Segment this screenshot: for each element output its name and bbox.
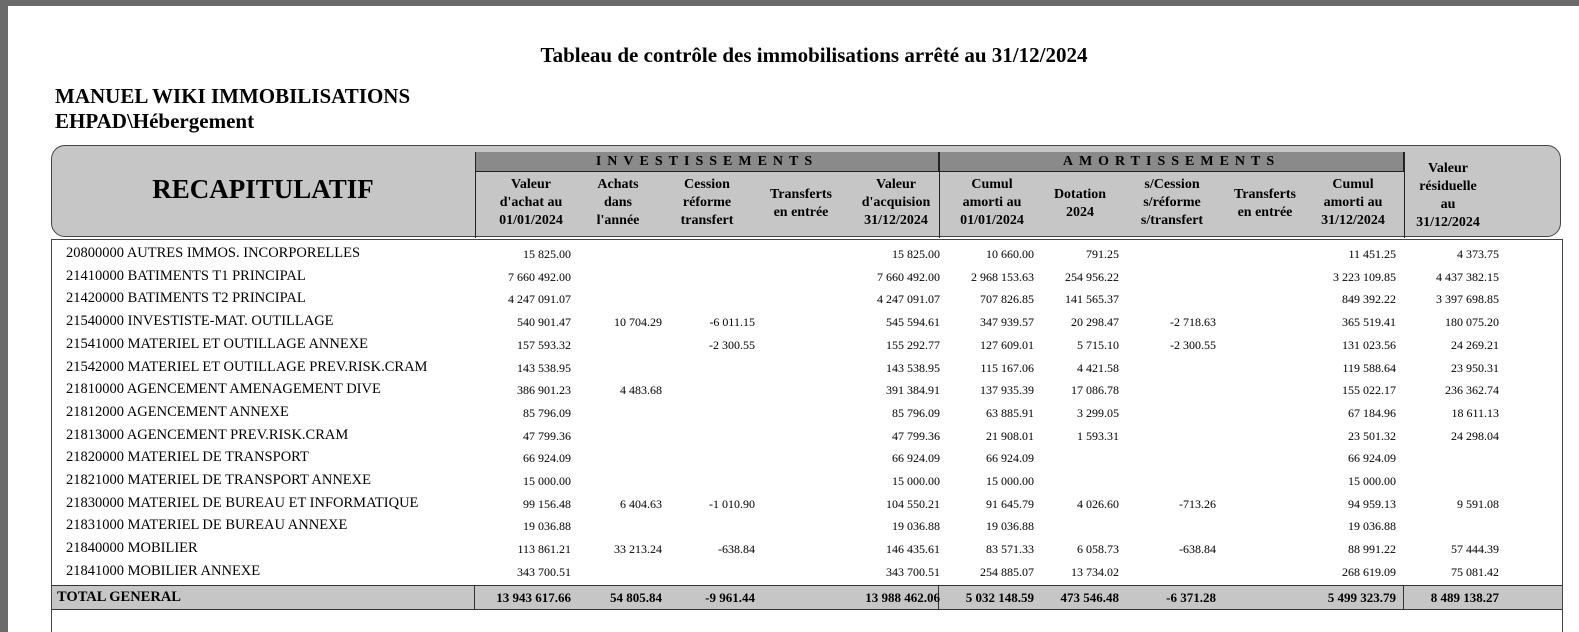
cell-value: 23 501.32 (1348, 428, 1396, 443)
cell-value: 4 373.75 (1457, 247, 1499, 261)
cell-value: 5 715.10 (1077, 337, 1119, 352)
table-row (52, 378, 1562, 400)
cell-value: 2 968 153.63 (971, 269, 1034, 284)
cell-value: 3 299.05 (1077, 405, 1119, 420)
cell-value: 131 023.56 (1342, 337, 1396, 352)
account-label: 21831000 MATERIEL DE BUREAU ANNEXE (66, 517, 348, 534)
group-investissements: INVESTISSEMENTS (475, 152, 939, 172)
cell-value: 104 550.21 (886, 496, 940, 511)
cell-value: 343 700.51 (886, 564, 940, 579)
account-label: 21410000 BATIMENTS T1 PRINCIPAL (66, 267, 306, 284)
total-value: 8 489 138.27 (1430, 590, 1499, 605)
cell-value: -2 300.55 (1170, 337, 1216, 352)
establishment-name: EHPAD\Hébergement (55, 109, 255, 133)
table-row (52, 537, 1562, 559)
cell-value: 143 538.95 (886, 360, 940, 375)
cell-value: 21 908.01 (986, 428, 1034, 443)
table-header (51, 145, 1561, 237)
account-label: 21840000 MOBILIER (66, 540, 198, 557)
cell-value: 1 593.31 (1077, 428, 1119, 443)
column-header-line: 31/12/2024 (864, 213, 928, 228)
column-header-line: 31/12/2024 (1321, 213, 1385, 228)
cell-value: 143 538.95 (517, 360, 571, 375)
column-header-line: Achats (597, 177, 639, 192)
cell-value: 6 404.63 (620, 496, 662, 511)
cell-value: 127 609.01 (980, 337, 1034, 352)
cell-value: 4 247 091.07 (877, 292, 940, 307)
column-header-line: Valeur (876, 177, 916, 192)
account-label: 21820000 MATERIEL DE TRANSPORT (66, 449, 309, 466)
table-row (52, 242, 1562, 264)
cell-value: 57 444.39 (1451, 542, 1499, 557)
report-title: Tableau de contrôle des immobilisations arrêté au 31/12/2024 (540, 43, 1088, 67)
cell-value: -638.84 (718, 542, 755, 557)
cell-value: 17 086.78 (1071, 383, 1119, 398)
cell-value: 3 397 698.85 (1436, 292, 1499, 307)
total-value: 5 499 323.79 (1327, 590, 1396, 605)
cell-value: -6 011.15 (709, 315, 755, 330)
account-label: 21542000 MATERIEL ET OUTILLAGE PREV.RISK.CRAM (66, 358, 428, 375)
cell-value: -638.84 (1179, 542, 1216, 557)
column-header-line: résiduelle (1419, 179, 1477, 194)
account-label: 20800000 AUTRES IMMOS. INCORPORELLES (66, 245, 361, 261)
column-header-line: Cumul (971, 177, 1013, 192)
cell-value: 7 660 492.00 (877, 269, 940, 284)
table-row (52, 287, 1562, 309)
column-header-line: réforme (682, 195, 732, 210)
account-label: 21830000 MATERIEL DE BUREAU ET INFORMATIQUE (66, 494, 419, 511)
cell-value: 11 451.25 (1348, 247, 1396, 261)
account-label: 21841000 MOBILIER ANNEXE (66, 562, 261, 579)
table-row (52, 560, 1562, 582)
cell-value: 343 700.51 (517, 564, 571, 579)
table-body (51, 239, 1563, 632)
cell-value: 83 571.33 (986, 542, 1034, 557)
total-label: TOTAL GENERAL (57, 589, 181, 605)
account-label: 21821000 MATERIEL DE TRANSPORT ANNEXE (66, 472, 371, 488)
total-value: 473 546.48 (1060, 590, 1119, 605)
table-row (52, 310, 1562, 332)
cell-value: 386 901.23 (517, 383, 571, 398)
cell-value: 4 421.58 (1077, 360, 1119, 375)
cell-value: 119 588.64 (1342, 360, 1396, 375)
cell-value: 19 036.88 (523, 519, 571, 534)
cell-value: 9 591.08 (1457, 496, 1499, 511)
cell-value: 115 167.06 (980, 360, 1034, 375)
column-header-line: Cession (684, 177, 730, 192)
cell-value: 347 939.57 (980, 315, 1034, 330)
cell-value: -713.26 (1179, 496, 1216, 511)
column-header-line: d'achat au (499, 195, 563, 210)
column-header-line: s/transfert (1140, 213, 1204, 228)
cell-value: 254 885.07 (980, 564, 1034, 579)
column-header-line: 31/12/2024 (1416, 215, 1480, 230)
account-label: 21810000 AGENCEMENT AMENAGEMENT DIVE (66, 381, 381, 398)
cell-value: -1 010.90 (709, 496, 755, 511)
total-value: -9 961.44 (705, 590, 755, 605)
cell-value: -2 718.63 (1170, 315, 1216, 330)
cell-value: 19 036.88 (892, 519, 940, 534)
cell-value: 545 594.61 (886, 315, 940, 330)
cell-value: 94 959.13 (1348, 496, 1396, 511)
cell-value: 10 704.29 (614, 315, 662, 330)
cell-value: 66 924.09 (892, 451, 940, 466)
cell-value: 20 298.47 (1071, 315, 1119, 330)
cell-value: 88 991.22 (1348, 542, 1396, 557)
cell-value: -2 300.55 (709, 337, 755, 352)
total-value: 13 988 462.06 (865, 590, 940, 605)
column-header (1388, 160, 1508, 232)
cell-value: 3 223 109.85 (1333, 269, 1396, 284)
table-row (52, 446, 1562, 468)
column-header-line: amorti au (1323, 195, 1383, 210)
cell-value: 67 184.96 (1348, 405, 1396, 420)
table-row (52, 469, 1562, 491)
column-header-line: s/réforme (1143, 195, 1201, 210)
total-value: -6 371.28 (1166, 590, 1216, 605)
column-header-line: en entrée (1237, 205, 1293, 220)
cell-value: 268 619.09 (1342, 564, 1396, 579)
cell-value: 391 384.91 (886, 383, 940, 398)
column-header-line: 01/01/2024 (499, 213, 563, 228)
cell-value: 141 565.37 (1065, 292, 1119, 307)
cell-value: 24 298.04 (1451, 428, 1499, 443)
cell-value: 707 826.85 (980, 292, 1034, 307)
column-header-line: en entrée (773, 205, 829, 220)
cell-value: 33 213.24 (614, 542, 662, 557)
cell-value: 91 645.79 (986, 496, 1034, 511)
cell-value: 4 247 091.07 (508, 292, 571, 307)
cell-value: 180 075.20 (1445, 315, 1499, 330)
cell-value: 15 000.00 (1348, 474, 1396, 488)
cell-value: 13 734.02 (1071, 564, 1119, 579)
cell-value: 19 036.88 (986, 519, 1034, 534)
cell-value: 15 000.00 (892, 474, 940, 488)
cell-value: 75 081.42 (1451, 564, 1499, 579)
column-header-line: Transferts (770, 187, 832, 202)
cell-value: 85 796.09 (523, 405, 571, 420)
cell-value: 15 825.00 (892, 247, 940, 261)
table-row (52, 492, 1562, 514)
table-row (52, 265, 1562, 287)
account-label: 21812000 AGENCEMENT ANNEXE (66, 403, 289, 420)
cell-value: 236 362.74 (1445, 383, 1499, 398)
column-header-line: 2024 (1066, 205, 1094, 220)
column-header-line: Transferts (1234, 187, 1296, 202)
account-label: 21813000 AGENCEMENT PREV.RISK.CRAM (66, 426, 349, 443)
cell-value: 85 796.09 (892, 405, 940, 420)
column-header-line: Valeur (1428, 161, 1468, 176)
cell-value: 47 799.36 (523, 428, 571, 443)
cell-value: 24 269.21 (1451, 337, 1499, 352)
cell-value: 155 292.77 (886, 337, 940, 352)
column-header-line: dans (603, 195, 633, 210)
cell-value: 540 901.47 (517, 315, 571, 330)
column-header-line: Valeur (511, 177, 551, 192)
table-row (52, 356, 1562, 378)
cell-value: 4 026.60 (1077, 496, 1119, 511)
cell-value: 4 483.68 (620, 383, 662, 398)
report-page (8, 6, 1579, 632)
cell-value: 66 924.09 (523, 451, 571, 466)
table-row (52, 424, 1562, 446)
table-row (52, 333, 1562, 355)
total-row (52, 585, 1562, 610)
account-label: 21541000 MATERIEL ET OUTILLAGE ANNEXE (66, 335, 369, 352)
organization-name: MANUEL WIKI IMMOBILISATIONS (55, 84, 411, 108)
account-label: 21540000 INVESTISTE-MAT. OUTILLAGE (66, 313, 334, 330)
column-header-line: au (1440, 197, 1456, 212)
organization-block (55, 84, 410, 134)
cell-value: 365 519.41 (1342, 315, 1396, 330)
cell-value: 6 058.73 (1077, 542, 1119, 557)
cell-value: 15 000.00 (986, 474, 1034, 488)
account-label: 21420000 BATIMENTS T2 PRINCIPAL (66, 290, 306, 307)
total-value: 13 943 617.66 (496, 590, 571, 605)
column-header-line: transfert (680, 213, 734, 228)
column-header-line: s/Cession (1144, 177, 1200, 192)
cell-value: 66 924.09 (1348, 451, 1396, 466)
cell-value: 15 000.00 (523, 474, 571, 488)
cell-value: 63 885.91 (986, 405, 1034, 420)
cell-value: 47 799.36 (892, 428, 940, 443)
cell-value: 849 392.22 (1342, 292, 1396, 307)
cell-value: 18 611.13 (1451, 405, 1499, 420)
total-value: 54 805.84 (610, 590, 662, 605)
cell-value: 137 935.39 (980, 383, 1034, 398)
group-amortissements: AMORTISSEMENTS (939, 152, 1404, 172)
cell-value: 791.25 (1086, 247, 1119, 261)
cell-value: 146 435.61 (886, 542, 940, 557)
cell-value: 23 950.31 (1451, 360, 1499, 375)
column-header-line: l'année (596, 213, 640, 228)
table-row (52, 401, 1562, 423)
cell-value: 254 956.22 (1065, 269, 1119, 284)
cell-value: 66 924.09 (986, 451, 1034, 466)
cell-value: 155 022.17 (1342, 383, 1396, 398)
column-header-line: d'acquision (861, 195, 931, 210)
column-header-line: amorti au (962, 195, 1022, 210)
cell-value: 4 437 382.15 (1436, 269, 1499, 284)
cell-value: 157 593.32 (517, 337, 571, 352)
column-header-line: 01/01/2024 (960, 213, 1024, 228)
cell-value: 7 660 492.00 (508, 269, 571, 284)
table-row (52, 514, 1562, 536)
cell-value: 99 156.48 (523, 496, 571, 511)
cell-value: 19 036.88 (1348, 519, 1396, 534)
cell-value: 10 660.00 (986, 247, 1034, 261)
recap-title: RECAPITULATIF (152, 174, 374, 204)
total-value: 5 032 148.59 (965, 590, 1034, 605)
column-header-line: Cumul (1332, 177, 1374, 192)
cell-value: 113 861.21 (517, 542, 571, 557)
cell-value: 15 825.00 (523, 247, 571, 261)
column-header-line: Dotation (1053, 187, 1107, 202)
